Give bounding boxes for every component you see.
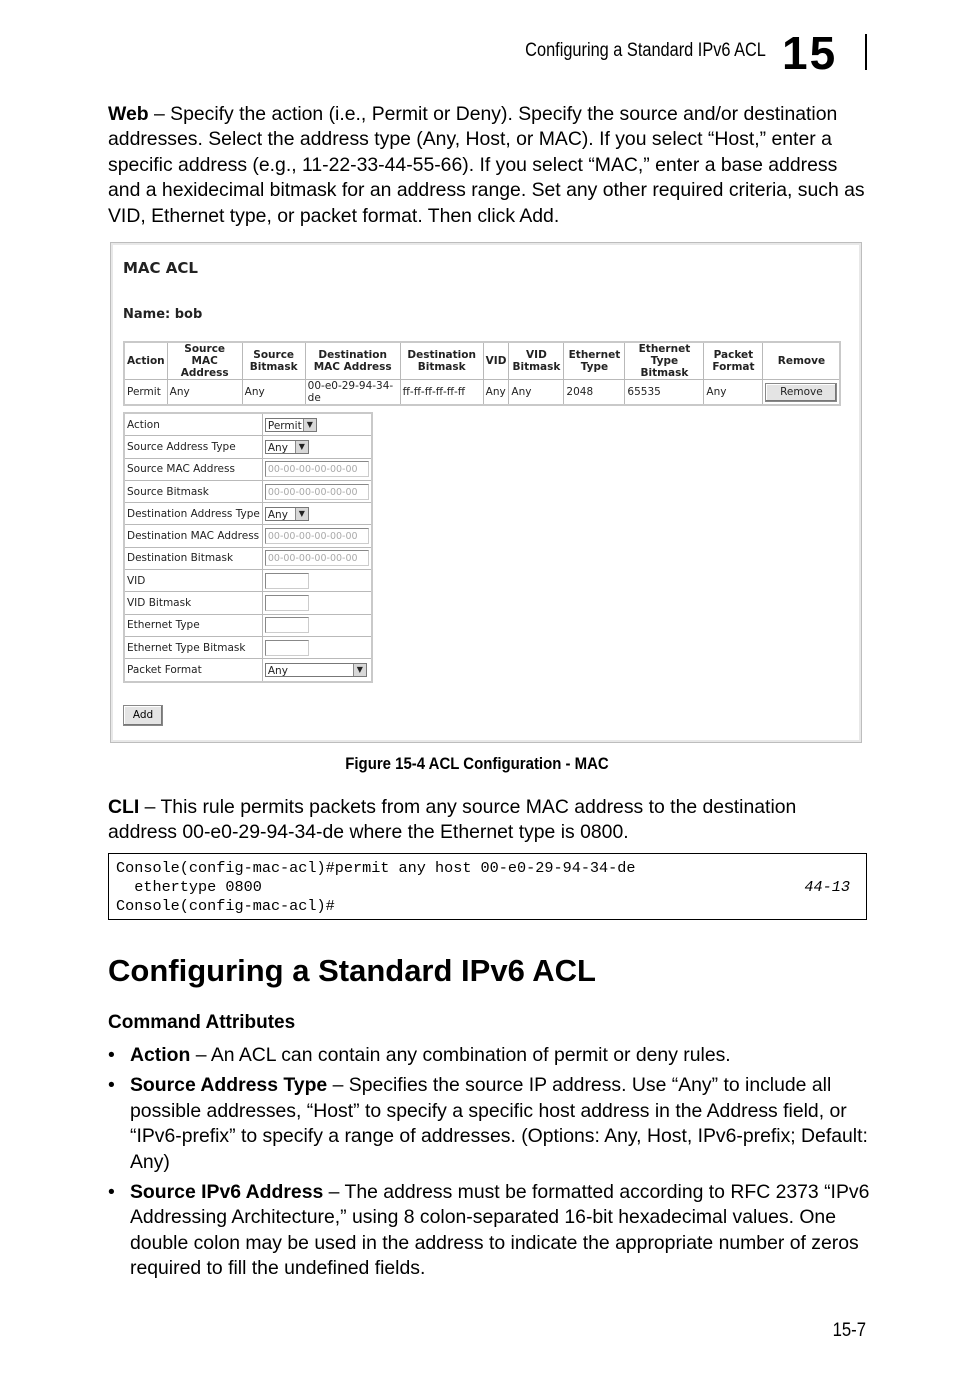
figure-title: MAC ACL — [123, 259, 198, 277]
page-number: 15-7 — [832, 1320, 866, 1341]
col-ethernet-type-bitmask: Ethernet Type Bitmask — [625, 342, 704, 380]
vid-label: VID — [124, 570, 262, 592]
table-header-row — [124, 342, 840, 380]
cell-destination-bitmask: ff-ff-ff-ff-ff-ff — [400, 380, 483, 406]
col-ethernet-type: Ethernet Type — [564, 342, 625, 380]
add-button[interactable]: Add — [123, 705, 163, 726]
col-destination-mac: Destination MAC Address — [305, 342, 400, 380]
cli-label: CLI — [108, 796, 140, 818]
bullet-icon: • — [108, 1181, 115, 1204]
cli-code-block — [108, 853, 867, 920]
cell-remove — [763, 380, 841, 406]
code-line: Console(config-mac-acl)#permit any host 00-e0-29-94-34-de — [116, 859, 636, 877]
col-action: Action — [124, 342, 167, 380]
list-item-text: – The address must be formatted according to RFC 2373 “IPv6 Addressing Architecture,” using 8 colon-separated 16-bit hexadecimal values. One double colon may be used in the address to indicate the appropriate number of zeros required to fill the undefined fields. — [130, 1181, 870, 1280]
col-source-mac: Source MAC Address — [167, 342, 242, 380]
code-line: Console(config-mac-acl)# — [116, 897, 335, 915]
cli-text: – This rule permits packets from any source MAC address to the destination address 00-e0-29-94-34-de where the Ethernet type is 0800. — [108, 796, 797, 844]
web-label: Web — [108, 103, 149, 125]
source-address-type-label: Source Address Type — [124, 436, 262, 458]
vid-bitmask-input[interactable] — [265, 595, 309, 611]
packet-format-select[interactable]: Any ▼ — [265, 663, 367, 677]
chapter-number: 15 — [782, 27, 838, 79]
list-item-term: Source Address Type — [130, 1074, 328, 1097]
destination-mac-input[interactable]: 00-00-00-00-00-00 — [265, 528, 369, 544]
section-heading: Configuring a Standard IPv6 ACL — [108, 953, 596, 988]
attribute-list — [108, 1043, 878, 1287]
cell-ethernet-type-bitmask: 65535 — [625, 380, 704, 406]
header-divider — [865, 34, 867, 70]
figure-caption: Figure 15-4 ACL Configuration - MAC — [345, 754, 609, 773]
packet-format-label: Packet Format — [124, 659, 262, 682]
code-line: ethertype 0800 — [116, 878, 262, 896]
source-bitmask-input[interactable]: 00-00-00-00-00-00 — [265, 484, 369, 500]
acl-name: Name: bob — [123, 307, 203, 322]
col-vid: VID — [483, 342, 509, 380]
table-row — [124, 380, 840, 406]
cell-source-bitmask: Any — [242, 380, 305, 406]
list-item — [108, 1043, 878, 1068]
col-packet-format: Packet Format — [704, 342, 763, 380]
cell-destination-mac: 00-e0-29-94-34-de — [305, 380, 400, 406]
subsection-heading: Command Attributes — [108, 1012, 296, 1033]
vid-input[interactable] — [265, 573, 309, 589]
ethernet-type-bitmask-label: Ethernet Type Bitmask — [124, 636, 262, 658]
chevron-down-icon: ▼ — [353, 664, 366, 676]
cell-packet-format: Any — [704, 380, 763, 406]
list-item-term: Source IPv6 Address — [130, 1181, 324, 1204]
bullet-icon: • — [108, 1044, 115, 1066]
web-paragraph — [108, 102, 868, 229]
acl-rules-table — [123, 341, 841, 406]
cell-source-mac: Any — [167, 380, 242, 406]
cell-action: Permit — [124, 380, 167, 406]
source-address-type-select[interactable]: Any ▼ — [265, 440, 309, 454]
chevron-down-icon: ▼ — [295, 508, 308, 520]
action-select[interactable]: Permit ▼ — [265, 418, 317, 432]
bullet-icon: • — [108, 1074, 115, 1097]
destination-bitmask-label: Destination Bitmask — [124, 547, 262, 569]
cell-vid-bitmask: Any — [509, 380, 564, 406]
col-destination-bitmask: Destination Bitmask — [400, 342, 483, 380]
vid-bitmask-label: VID Bitmask — [124, 592, 262, 614]
col-vid-bitmask: VID Bitmask — [509, 342, 564, 380]
destination-address-type-select[interactable]: Any ▼ — [265, 507, 309, 521]
ethernet-type-input[interactable] — [265, 617, 309, 633]
source-mac-input[interactable]: 00-00-00-00-00-00 — [265, 461, 369, 477]
destination-bitmask-input[interactable]: 00-00-00-00-00-00 — [265, 550, 369, 566]
list-item-term: Action — [130, 1044, 191, 1066]
web-text: – Specify the action (i.e., Permit or Deny). Specify the source and/or destination addresses. Select the address type (Any, Host, or MAC). If you select “Host,” enter a specific address (e.g., 11-22-33-44-55-66). If you select “MAC,” enter a base address and a hexidecimal bitmask for an address range. Set any other required criteria, such as VID, Ethernet type, or packet format. Then click Add. — [108, 103, 865, 227]
cell-ethernet-type: 2048 — [564, 380, 625, 406]
chevron-down-icon: ▼ — [303, 419, 316, 431]
chevron-down-icon: ▼ — [295, 441, 308, 453]
list-item-text: – An ACL can contain any combination of permit or deny rules. — [190, 1044, 731, 1066]
list-item — [108, 1180, 878, 1282]
source-bitmask-label: Source Bitmask — [124, 480, 262, 502]
code-page-reference: 44-13 — [804, 878, 850, 896]
cell-vid: Any — [483, 380, 509, 406]
ethernet-type-label: Ethernet Type — [124, 614, 262, 636]
source-mac-label: Source MAC Address — [124, 458, 262, 480]
cli-paragraph — [108, 795, 868, 846]
col-remove: Remove — [763, 342, 841, 380]
destination-mac-label: Destination MAC Address — [124, 525, 262, 547]
col-source-bitmask: Source Bitmask — [242, 342, 305, 380]
action-label: Action — [124, 413, 262, 436]
running-header-title: Configuring a Standard IPv6 ACL — [525, 40, 766, 61]
mac-acl-figure — [110, 242, 862, 743]
destination-address-type-label: Destination Address Type — [124, 503, 262, 525]
list-item-text: – Specifies the source IP address. Use “Any” to include all possible addresses, “Host” to specify a specific host address in the Address field, or “IPv6-prefix” to specify a range of addresses. (Options: Any, Host, IPv6-prefix; Default: Any) — [130, 1074, 868, 1173]
remove-button[interactable]: Remove — [765, 383, 837, 402]
list-item — [108, 1073, 878, 1175]
ethernet-type-bitmask-input[interactable] — [265, 640, 309, 656]
acl-entry-form — [123, 412, 373, 683]
